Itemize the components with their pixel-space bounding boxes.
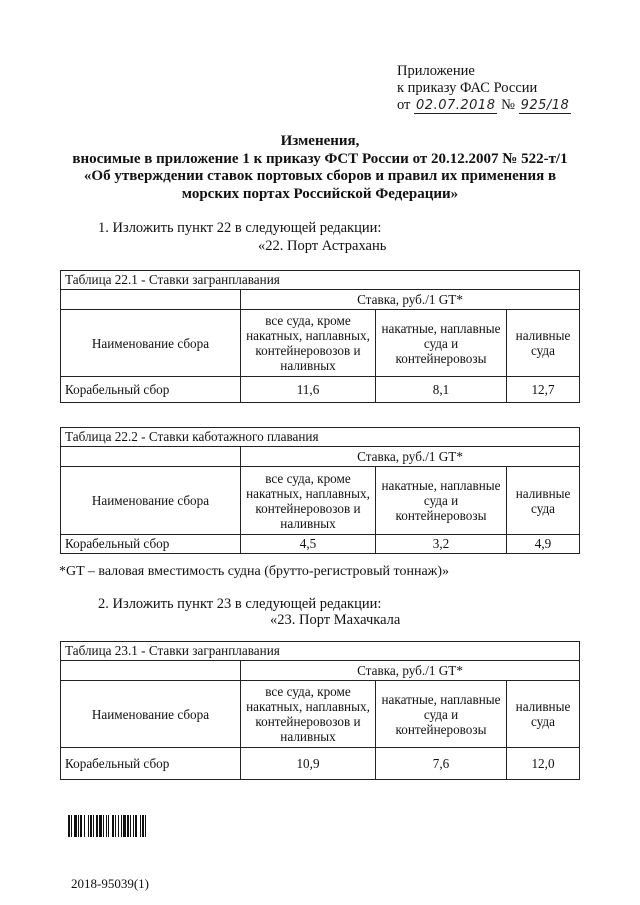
handwritten-date: 02.07.2018 (416, 98, 496, 113)
ro-ro-header: накатные, наплавные суда и контейнеровозы (376, 467, 507, 535)
appendix-block (397, 63, 571, 114)
table-row (61, 535, 580, 554)
handwritten-number: 925/18 (520, 98, 570, 113)
tankers-header: наливные суда (507, 467, 580, 535)
document-title (40, 133, 600, 203)
barcode-stripe (146, 815, 148, 837)
title-line-1: Изменения, (280, 133, 360, 149)
value-all-ships: 4,5 (241, 535, 376, 554)
row-name: Корабельный сбор (61, 377, 241, 403)
rate-header: Ставка, руб./1 GT* (241, 290, 580, 310)
table-23-1 (60, 641, 580, 780)
table-row (61, 748, 580, 780)
table-caption: Таблица 22.2 - Ставки каботажного плавания (61, 428, 580, 447)
row-name: Корабельный сбор (61, 535, 241, 554)
appendix-label: Приложение (397, 63, 475, 79)
date-prefix: от (397, 97, 411, 113)
document-number: 2018-95039(1) (71, 876, 149, 891)
value-tankers: 4,9 (507, 535, 580, 554)
ro-ro-header: накатные, наплавные суда и контейнеровозы (376, 681, 507, 748)
value-ro-ro: 3,2 (376, 535, 507, 554)
title-line-4: морских портах Российской Федерации» (181, 185, 459, 202)
row-name: Корабельный сбор (61, 748, 241, 780)
table-22-2 (60, 427, 580, 554)
value-ro-ro: 7,6 (376, 748, 507, 780)
tankers-header: наливные суда (507, 681, 580, 748)
item-2-text: 2. Изложить пункт 23 в следующей редакции: (98, 596, 382, 612)
appendix-order-ref: к приказу ФАС России (397, 80, 538, 96)
rate-header: Ставка, руб./1 GT* (241, 661, 580, 681)
table-22-1 (60, 270, 580, 403)
item-1-text: 1. Изложить пункт 22 в следующей редакции: (98, 220, 382, 236)
value-tankers: 12,0 (507, 748, 580, 780)
appendix-date-line (397, 97, 571, 114)
all-ships-header: все суда, кроме накатных, наплавных, контейнеровозов и наливных (241, 681, 376, 748)
name-header: Наименование сбора (61, 467, 241, 535)
tankers-header: наливные суда (507, 310, 580, 377)
title-line-2: вносимые в приложение 1 к приказу ФСТ России от 20.12.2007 № 522-т/1 (72, 150, 568, 167)
number-prefix: № (501, 97, 515, 113)
value-all-ships: 10,9 (241, 748, 376, 780)
name-header: Наименование сбора (61, 310, 241, 377)
item-2-port: «23. Порт Махачкала (270, 612, 401, 628)
table-row (61, 377, 580, 403)
ro-ro-header: накатные, наплавные суда и контейнеровозы (376, 310, 507, 377)
barcode (68, 815, 162, 837)
item-1-port: «22. Порт Астрахань (258, 238, 387, 254)
table-caption: Таблица 23.1 - Ставки загранплавания (61, 642, 580, 661)
gt-footnote: *GT – валовая вместимость судна (брутто-регистровый тоннаж)» (59, 564, 449, 579)
rate-header: Ставка, руб./1 GT* (241, 447, 580, 467)
title-line-3: «Об утверждении ставок портовых сборов и правил их применения в (83, 168, 557, 184)
all-ships-header: все суда, кроме накатных, наплавных, контейнеровозов и наливных (241, 467, 376, 535)
value-tankers: 12,7 (507, 377, 580, 403)
name-header: Наименование сбора (61, 681, 241, 748)
value-all-ships: 11,6 (241, 377, 376, 403)
value-ro-ro: 8,1 (376, 377, 507, 403)
all-ships-header: все суда, кроме накатных, наплавных, контейнеровозов и наливных (241, 310, 376, 377)
table-caption: Таблица 22.1 - Ставки загранплавания (61, 271, 580, 290)
